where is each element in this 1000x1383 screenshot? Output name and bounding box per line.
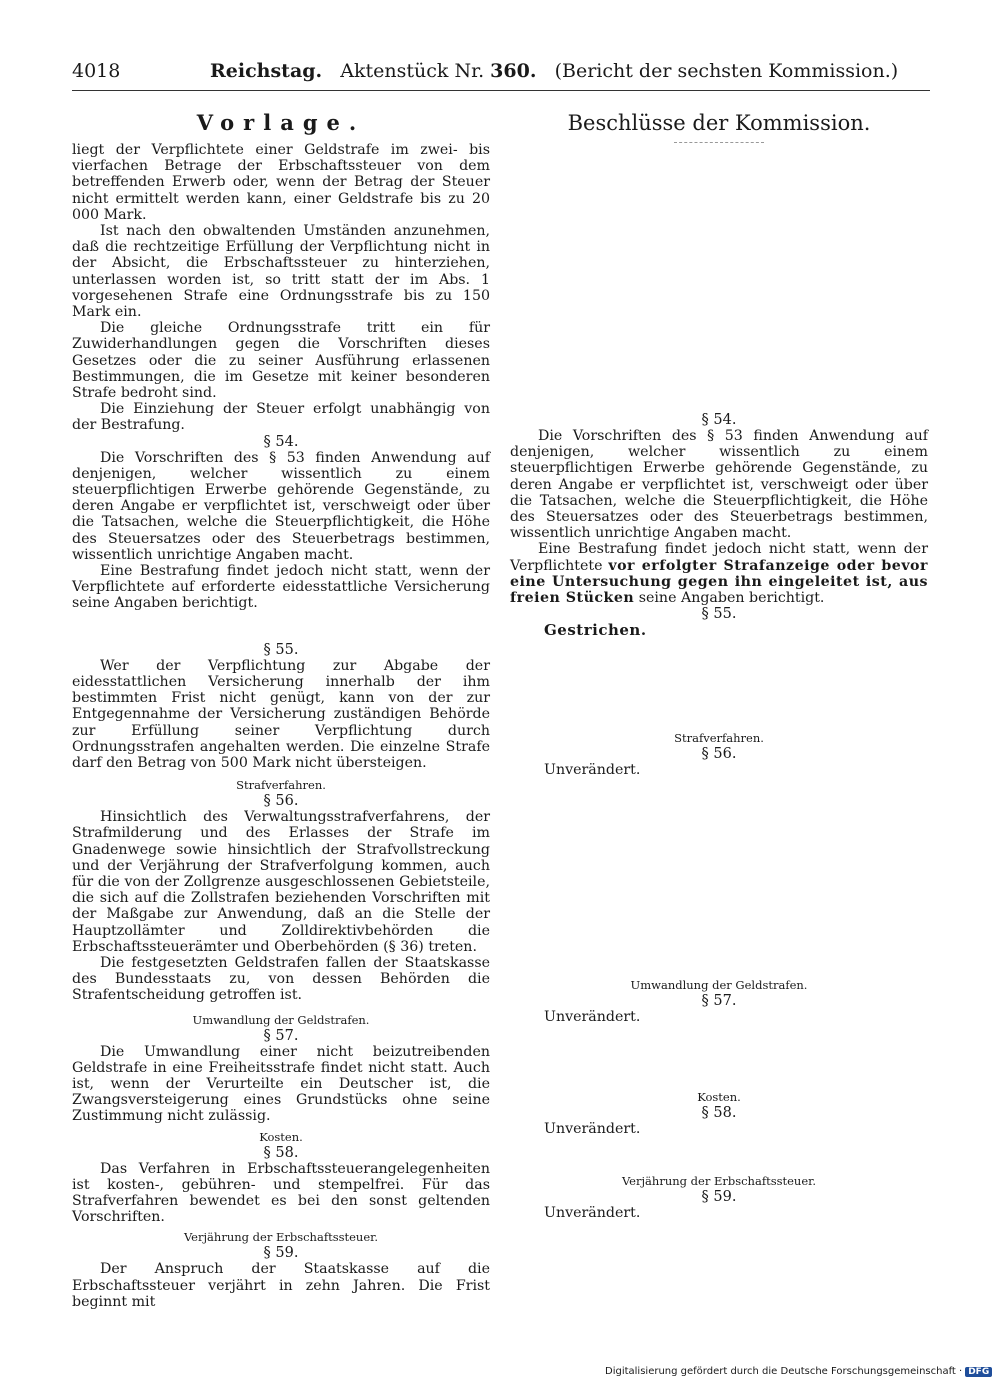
amendment-bold-text: vor erfolgter Strafanzeige oder bevor eine Untersuchung gegen ihn eingeleitet ist, aus freien Stücken xyxy=(510,557,928,607)
title-rule xyxy=(674,142,764,143)
section-heading-56: § 56. xyxy=(263,793,299,810)
right-column-beschluesse xyxy=(510,108,928,1221)
paragraph: Die gleiche Ordnungsstrafe tritt ein für Zuwiderhandlungen gegen die Vorschriften dieses Gesetzes oder die zu seiner Ausführung erlassenen Bestimmungen, die im Gesetze mit keiner besonderen Strafe bedroht sind. xyxy=(72,320,490,402)
subheading-verjaehrung: Verjährung der Erbschaftssteuer. xyxy=(621,1174,817,1189)
paragraph-amended xyxy=(510,541,928,606)
left-column-title: Vorlage. xyxy=(196,110,366,135)
section-heading-55: § 55. xyxy=(263,641,299,658)
running-head-subtitle: (Bericht der sechsten Kommission.) xyxy=(554,60,899,82)
subheading-strafverfahren: Strafverfahren. xyxy=(236,778,326,793)
running-head xyxy=(210,60,898,82)
section-heading-58: § 58. xyxy=(701,1104,737,1121)
section-heading-54: § 54. xyxy=(701,412,737,428)
paragraph: Ist nach den obwaltenden Umständen anzunehmen, daß die rechtzeitige Erfüllung der Verpflichtung nicht in der Absicht, die Erbschaftssteuer zu hinterziehen, unterlassen worden ist, so tritt statt der im Abs. 1 vorgesehenen Strafe eine Ordnungsstrafe bis zu 150 Mark ein. xyxy=(72,223,490,321)
section-heading-57: § 57. xyxy=(701,992,737,1009)
paragraph: Wer der Verpflichtung zur Abgabe der eidesstattlichen Versicherung innerhalb der ihm bestimmten Frist nicht genügt, kann von der zur Entgegennahme der Versicherung zuständigen Behörde zur Erfüllung seiner Verpflichtung durch Ordnungsstrafen angehalten werden. Die einzelne Strafe darf den Betrag von 500 Mark nicht übersteigen. xyxy=(72,657,490,771)
section-heading-59: § 59. xyxy=(701,1189,737,1206)
subheading-kosten: Kosten. xyxy=(259,1129,303,1144)
section-heading-58: § 58. xyxy=(263,1144,299,1161)
unchanged-label: Unverändert. xyxy=(544,1120,641,1137)
unchanged-label: Unverändert. xyxy=(544,1008,641,1025)
right-column-title: Beschlüsse der Kommission. xyxy=(567,111,871,135)
section-heading-56: § 56. xyxy=(701,746,737,763)
paragraph: Die Vorschriften des § 53 finden Anwendung auf denjenigen, welcher wissentlich zu einem steuerpflichtigen Erwerbe gehörende Gegenstände, zu deren Angabe er verpflichtet ist, verschweigt oder über die Tatsachen, welche die Steuerpflichtigkeit, die Höhe des Steuersatzes oder des Steuerbetrags bestimmen, wissentlich unrichtige Angaben macht. xyxy=(72,449,490,563)
paragraph: Die Einziehung der Steuer erfolgt unabhängig von der Bestrafung. xyxy=(72,401,490,434)
section-heading-54: § 54. xyxy=(263,433,299,450)
footer-text: Digitalisierung gefördert durch die Deutsche Forschungsgemeinschaft · xyxy=(605,1366,963,1377)
paragraph: Die Umwandlung einer nicht beizutreibenden Geldstrafe in eine Freiheitsstrafe findet nicht statt. Auch ist, wenn der Verurteilte ein Deutscher ist, die Zwangsversteigerung eines Grundstücks ohne seine Zustimmung nicht zulässig. xyxy=(72,1043,490,1125)
paragraph: Die Vorschriften des § 53 finden Anwendung auf denjenigen, welcher wissentlich zu einem steuerpflichtigen Erwerbe gehörende Gegenstände, zu deren Angabe er verpflichtet ist, verschweigt oder über die Tatsachen, welche die Steuerpflichtigkeit, die Höhe des Steuersatzes oder des Steuerbetrags bestimmen, wissentlich unrichtige Angaben macht. xyxy=(510,428,928,542)
left-column-vorlage xyxy=(72,108,490,1310)
dfg-logo: DFG xyxy=(965,1367,992,1377)
subheading-kosten: Kosten. xyxy=(697,1089,741,1104)
page-header xyxy=(72,60,930,88)
paragraph: Die festgesetzten Geldstrafen fallen der Staatskasse des Bundesstaats zu, von dessen Behörden die Strafentscheidung getroffen ist. xyxy=(72,954,490,1004)
unchanged-label: Unverändert. xyxy=(544,1205,641,1222)
section-heading-57: § 57. xyxy=(263,1027,299,1044)
subheading-strafverfahren: Strafverfahren. xyxy=(674,731,764,746)
subheading-umwandlung: Umwandlung der Geldstrafen. xyxy=(630,977,808,992)
paragraph: Der Anspruch der Staatskasse auf die Erbschaftssteuer verjährt in zehn Jahren. Die Frist beginnt mit xyxy=(72,1261,490,1310)
paragraph: liegt der Verpflichtete einer Geldstrafe im zwei- bis vierfachen Betrage der Erbschaftssteuer von dem betreffenden Erwerb oder, wenn der Betrag der Steuer nicht ermittelt werden kann, einer Geldstrafe bis zu 20 000 Mark. xyxy=(72,142,490,223)
page-number: 4018 xyxy=(72,60,121,82)
running-head-number: 360. xyxy=(490,60,537,82)
paragraph: Eine Bestrafung findet jedoch nicht statt, wenn der Verpflichtete auf erforderte eidesstattliche Versicherung seine Angaben berichtigt. xyxy=(72,563,490,612)
unchanged-label: Unverändert. xyxy=(544,762,641,779)
section-heading-55: § 55. xyxy=(701,606,737,623)
subheading-verjaehrung: Verjährung der Erbschaftssteuer. xyxy=(183,1230,379,1245)
running-head-aktenstueck: Aktenstück Nr. xyxy=(340,60,485,82)
text-run: Eine Bestrafung findet jedoch nicht statt, wenn der Verpflichtete xyxy=(510,541,928,574)
running-head-reichstag: Reichstag. xyxy=(210,60,323,82)
paragraph: Das Verfahren in Erbschaftssteuerangelegenheiten ist kosten-, gebühren- und stempelfrei. Für das Strafverfahren bewendet es bei den sonst geltenden Vorschriften. xyxy=(72,1160,490,1226)
section-heading-59: § 59. xyxy=(263,1245,299,1262)
digitization-footer xyxy=(605,1366,992,1377)
paragraph: Hinsichtlich des Verwaltungsstrafverfahrens, der Strafmilderung und des Erlasses der Strafe im Gnadenwege sowie hinsichtlich der Strafvollstreckung und der Verjährung der Strafverfolgung kommen, auch für die von der Zollgrenze ausgeschlossenen Gebietsteile, die sich auf die Zollstrafen beziehenden Vorschriften mit der Maßgabe zur Anwendung, daß an die Stelle der Hauptzollämter und Zolldirektivbehörden die Erbschaftssteuerämter und Oberbehörden (§ 36) treten. xyxy=(72,809,490,955)
header-rule xyxy=(72,90,930,91)
text-run: seine Angaben berichtigt. xyxy=(634,590,825,607)
subheading-umwandlung: Umwandlung der Geldstrafen. xyxy=(192,1012,370,1027)
struck-label: Gestrichen. xyxy=(544,621,647,640)
